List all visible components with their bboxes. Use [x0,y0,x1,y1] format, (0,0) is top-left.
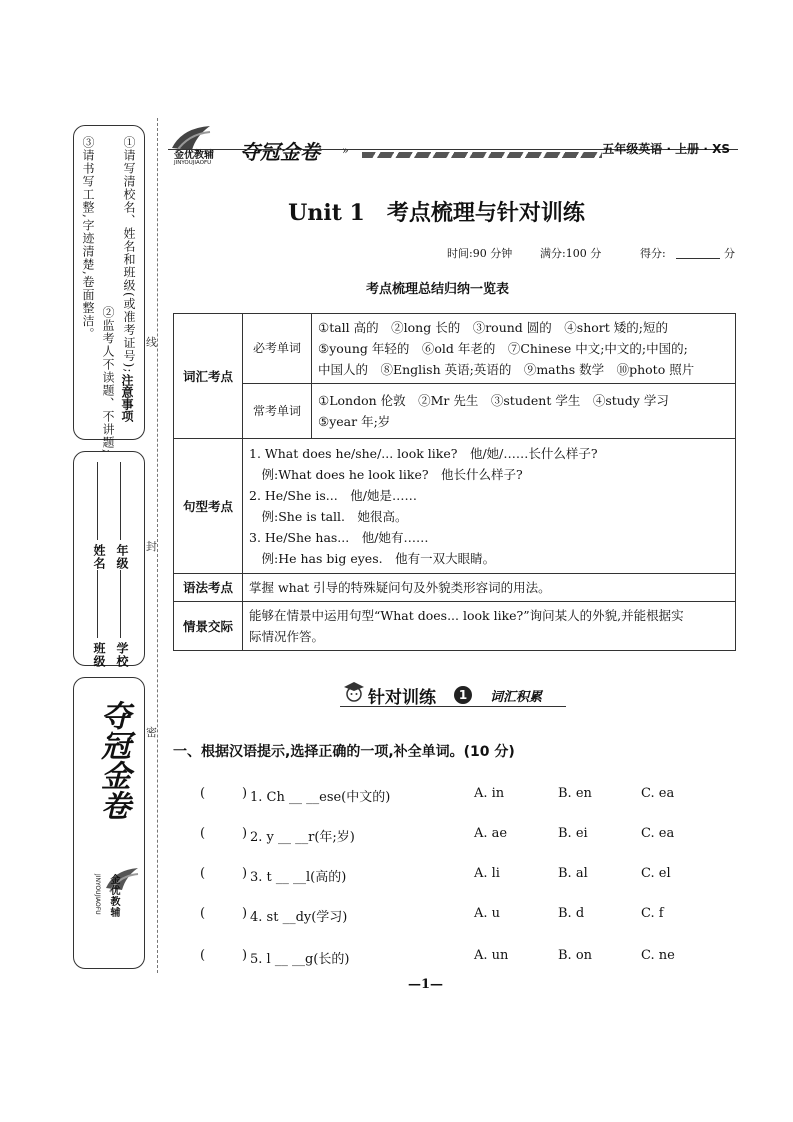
cut-line [157,118,158,973]
common-line-1: ①London 伦敦 ②Mr 先生 ③student 学生 ④study 学习 [318,393,669,408]
question-5 [198,948,718,972]
notes-panel [73,125,145,455]
question-2 [198,826,718,850]
q5-paren-open[interactable]: ( [200,948,206,963]
common-line-2: ⑤year 年;岁 [318,414,391,429]
note-1: ①请写清校名、姓名和班级(或准考证号); [122,136,136,374]
sentence-line-4: 例:She is tall. 她很高。 [249,509,408,524]
common-label: 常考单词 [243,384,312,439]
publisher-pinyin: JINYOUJIAOFU [94,874,101,915]
notes-title: 注意事项 [120,374,134,422]
sentence-line-2: 例:What does he look like? 他长什么样子? [249,467,523,482]
q4-paren-open[interactable]: ( [200,906,206,921]
q2-option-b[interactable]: B. ei [558,826,588,841]
header-publisher-pinyin: JINYOUJIAOFU [174,160,212,166]
banner-underline [340,706,566,707]
q1-option-c[interactable]: C. ea [641,786,675,801]
class-blank[interactable] [97,570,98,638]
full-score-info: 满分:100 分 [540,247,602,260]
name-blank[interactable] [97,462,98,540]
score-label: 得分: [640,247,666,260]
school-blank[interactable] [120,570,121,638]
q3-paren-open[interactable]: ( [200,866,206,881]
vocab-label: 词汇考点 [174,314,243,439]
q4-option-c[interactable]: C. f [641,906,664,921]
q3-option-a[interactable]: A. li [474,866,500,881]
graduate-icon [342,680,366,708]
q1-option-b[interactable]: B. en [558,786,592,801]
q1-paren-open[interactable]: ( [200,786,206,801]
q5-stem: 5. l __ __g(长的) [250,952,350,967]
common-words [312,384,736,439]
question-3 [198,866,718,890]
must-line-2: ⑤young 年轻的 ⑥old 年老的 ⑦Chinese 中文;中文的;中国的; [318,341,688,356]
table-title: 考点梳理总结归纳一览表 [366,282,510,297]
field-class-label: 班级 [92,642,106,668]
must-line-1: ①tall 高的 ②long 长的 ③round 圆的 ④short 矮的;短的 [318,320,668,335]
q5-option-c[interactable]: C. ne [641,948,675,963]
situation-label: 情景交际 [174,602,243,651]
student-info-panel [73,451,145,666]
header-chevron-icon: » [342,144,349,157]
situation-line-2: 际情况作答。 [249,629,325,644]
field-name-label: 姓名 [92,544,106,570]
grammar-label: 语法考点 [174,574,243,602]
q1-paren-close: ) [242,786,248,801]
must-line-3: 中国人的 ⑧English 英语;英语的 ⑨maths 数学 ⑩photo 照片 [318,362,695,377]
page-title: Unit 1 考点梳理与针对训练 [288,200,585,226]
sentence-line-3: 2. He/She is... 他/她是…… [249,488,417,503]
q5-option-b[interactable]: B. on [558,948,593,963]
grade-label: 五年级英语 · 上册 · XS [602,142,730,156]
banner-topic: 词汇积累 [490,690,543,705]
q4-stem: 4. st __dy(学习) [250,910,348,925]
grade-blank[interactable] [120,462,121,540]
header-publisher: 金优教辅 [174,150,214,161]
q3-option-c[interactable]: C. el [641,866,671,881]
summary-table [173,313,736,651]
q1-stem: 1. Ch __ __ese(中文的) [250,790,391,805]
cut-mark-seal: 封 [146,540,157,553]
brand-logo-vertical: 夺冠金卷 [95,700,130,820]
field-school-label: 学校 [115,642,129,668]
question-1 [198,786,718,810]
field-grade-label: 年级 [115,544,129,570]
must-label: 必考单词 [243,314,312,384]
cut-mark-secret: 密 [146,726,157,739]
situation-text [243,602,736,651]
page-number: —1— [408,977,444,992]
sentence-patterns [243,439,736,574]
score-unit: 分 [724,247,735,260]
q3-stem: 3. t __ __l(高的) [250,870,347,885]
must-words [312,314,736,384]
q3-paren-close: ) [242,866,248,881]
q4-option-b[interactable]: B. d [558,906,585,921]
sentence-line-6: 例:He has big eyes. 他有一双大眼睛。 [249,551,496,566]
q4-paren-close: ) [242,906,248,921]
note-3: ③请书写工整,字迹清楚,卷面整洁。 [81,136,95,341]
q1-option-a[interactable]: A. in [474,786,505,801]
banner-number: 1 [454,686,472,704]
situation-line-1: 能够在情景中运用句型“What does... look like?”询问某人的外貌,并能根据实 [249,608,684,623]
header-brand: 夺冠金卷 [240,140,320,164]
q2-option-a[interactable]: A. ae [474,826,508,841]
sentence-label: 句型考点 [174,439,243,574]
section1-heading: 一、根据汉语提示,选择正确的一项,补全单词。(10 分) [173,744,515,760]
q5-paren-close: ) [242,948,248,963]
header-stripes [362,152,602,158]
q5-option-a[interactable]: A. un [474,948,509,963]
publisher-name: 金优教辅 [108,874,119,918]
time-info: 时间:90 分钟 [447,247,513,260]
grammar-text: 掌握 what 引导的特殊疑问句及外貌类形容词的用法。 [243,574,736,602]
note-2: ②监考人不读题、不讲题; [101,306,115,455]
q3-option-b[interactable]: B. al [558,866,588,881]
brand-panel [73,677,145,969]
sentence-line-5: 3. He/She has... 他/她有…… [249,530,429,545]
banner-label: 针对训练 [368,688,436,708]
cut-mark-line: 线 [146,336,157,349]
q2-paren-close: ) [242,826,248,841]
q2-stem: 2. y __ __r(年;岁) [250,830,355,845]
q2-paren-open[interactable]: ( [200,826,206,841]
score-blank[interactable] [676,258,720,259]
question-4 [198,906,718,930]
sentence-line-1: 1. What does he/she/... look like? 他/她/……长什么样子? [249,446,598,461]
q2-option-c[interactable]: C. ea [641,826,675,841]
q4-option-a[interactable]: A. u [474,906,501,921]
